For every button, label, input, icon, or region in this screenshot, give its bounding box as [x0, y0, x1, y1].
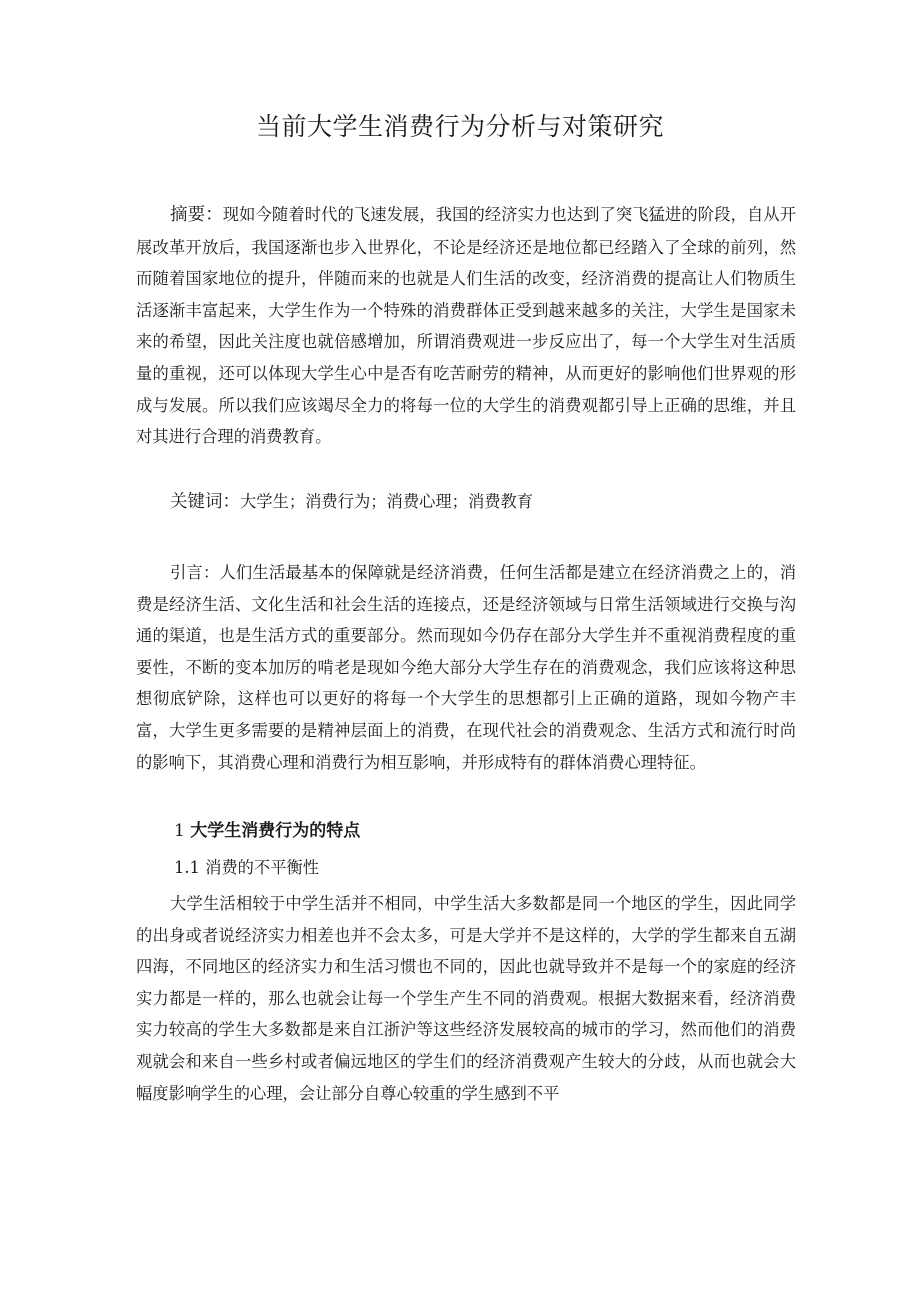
- abstract-paragraph: [136, 199, 796, 453]
- keywords-line: [136, 486, 796, 519]
- intro-paragraph: 引言：人们生活最基本的保障就是经济消费，任何生活都是建立在经济消费之上的，消费是经济生活、文化生活和社会生活的连接点，还是经济领域与日常生活领域进行交换与沟通的渠道，也是生活方式的重要部分。然而现如今仍存在部分大学生并不重视消费程度的重要性，不断的变本加厉的啃老是现如今绝大部分大学生存在的消费观念，我们应该将这种思想彻底铲除，这样也可以更好的将每一个大学生的思想都引上正确的道路，现如今物产丰富，大学生更多需要的是精神层面上的消费，在现代社会的消费观念、生活方式和流行时尚的影响下，其消费心理和消费行为相互影响，并形成特有的群体消费心理特征。: [136, 563, 796, 772]
- section-1-number: 1: [174, 821, 185, 841]
- keywords-label: 关键词：: [170, 492, 240, 512]
- document-title: 当前大学生消费行为分析与对策研究: [255, 112, 664, 141]
- section-1-heading: [174, 815, 360, 847]
- abstract-label: 摘要：: [170, 205, 223, 225]
- section-1-title: 大学生消费行为的特点: [190, 821, 361, 841]
- section-1-1-body: 大学生活相较于中学生活并不相同，中学生活大多数都是同一个地区的学生，因此同学的出身或者说经济实力相差也并不会太多，可是大学并不是这样的，大学的学生都来自五湖四海，不同地区的经济实力和生活习惯也不同的，因此也就导致并不是每一个的家庭的经济实力都是一样的，那么也就会让每一个学生产生不同的消费观。根据大数据来看，经济消费实力较高的学生大多数都是来自江浙沪等这些经济发展较高的城市的学习，然而他们的消费观就会和来自一些乡村或者偏远地区的学生们的经济消费观产生较大的分歧，从而也就会大幅度影响学生的心理，会让部分自尊心较重的学生感到不平: [136, 894, 796, 1103]
- keywords-text: 大学生；消费行为；消费心理；消费教育: [240, 492, 534, 511]
- abstract-text: 现如今随着时代的飞速发展，我国的经济实力也达到了突飞猛进的阶段，自从开展改革开放后，我国逐渐也步入世界化，不论是经济还是地位都已经踏入了全球的前列，然而随着国家地位的提升，伴随而来的也就是人们生活的改变，经济消费的提高让人们物质生活逐渐丰富起来，大学生作为一个特殊的消费群体正受到越来越多的关注，大学生是国家未来的希望，因此关注度也就倍感增加，所谓消费观进一步反应出了，每一个大学生对生活质量的重视，还可以体现大学生心中是否有吃苦耐劳的精神，从而更好的影响他们世界观的形成与发展。所以我们应该竭尽全力的将每一位的大学生的消费观都引导上正确的思维，并且对其进行合理的消费教育。: [136, 205, 796, 447]
- section-1-1-heading: 1.1 消费的不平衡性: [174, 858, 320, 877]
